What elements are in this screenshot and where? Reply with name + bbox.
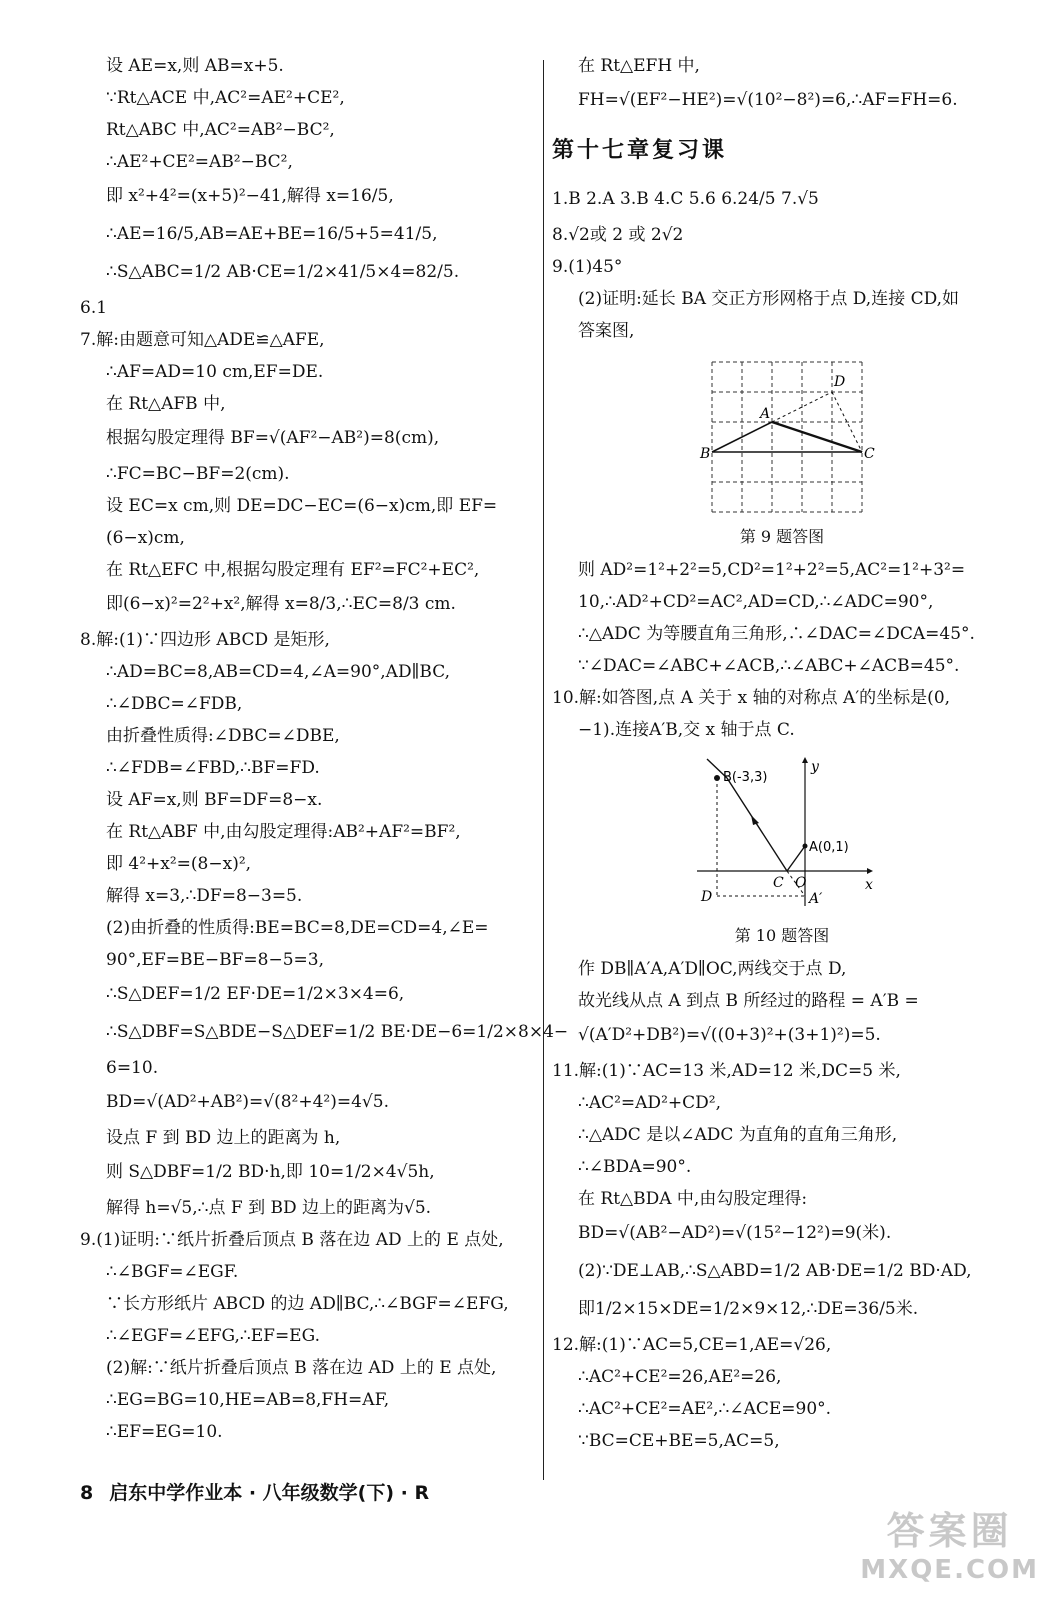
text-line: ∴∠FDB=∠FBD,∴BF=FD.: [106, 758, 320, 778]
figure-9-grid: [692, 352, 875, 512]
fig9-label-d: D: [834, 374, 846, 390]
chapter-title: 第十七章复习课: [552, 138, 728, 163]
text-line: (6−x)cm,: [106, 528, 185, 548]
text-line: ∴EG=BG=10,HE=AB=8,FH=AF,: [106, 1390, 390, 1410]
text-line: (2)∵DE⊥AB,∴S△ABD=1/2 AB·DE=1/2 BD·AD,: [578, 1261, 972, 1281]
text-line: 6.1: [80, 298, 108, 318]
text-line: 在 Rt△EFH 中,: [578, 56, 700, 76]
text-line: 7.解:由题意可知△ADE≌△AFE,: [80, 330, 325, 350]
fig9-label-a: A: [760, 406, 771, 422]
right-after-fig9-block: [552, 559, 1012, 741]
text-line: ∵长方形纸片 ABCD 的边 AD∥BC,∴∠BGF=∠EFG,: [106, 1294, 509, 1314]
text-line: ∴EF=EG=10.: [106, 1422, 223, 1442]
fig10-label-d: D: [701, 889, 713, 905]
text-line: ∴AC²+CE²=AE²,∴∠ACE=90°.: [578, 1399, 832, 1419]
text-line: 作 DB∥A′A,A′D∥OC,两线交于点 D,: [578, 959, 847, 979]
text-line: 1.B 2.A 3.B 4.C 5.6 6.24/5 7.√5: [552, 189, 819, 209]
fig10-label-x: x: [865, 877, 873, 893]
text-line: ∴S△DBF=S△BDE−S△DEF=1/2 BE·DE−6=1/2×8×4−: [106, 1022, 569, 1042]
text-line: ∴∠DBC=∠FDB,: [106, 694, 243, 714]
text-line: 在 Rt△ABF 中,由勾股定理得:AB²+AF²=BF²,: [106, 822, 461, 842]
figure-10-axes: [687, 751, 877, 911]
right-column: [552, 55, 1012, 1462]
figure-9-caption: 第 9 题答图: [739, 527, 825, 546]
text-line: √(A′D²+DB²)=√((0+3)²+(3+1)²)=5.: [578, 1025, 881, 1045]
fig10-label-a-prime: A′: [809, 891, 823, 907]
text-line: ∴AF=AD=10 cm,EF=DE.: [106, 362, 324, 382]
text-line: 答案图,: [578, 321, 635, 341]
fig9-label-c: C: [864, 446, 875, 462]
text-line: ∴∠BDA=90°.: [578, 1157, 692, 1177]
text-line: ∴FC=BC−BF=2(cm).: [106, 464, 290, 484]
text-line: 在 Rt△BDA 中,由勾股定理得:: [578, 1189, 808, 1209]
text-line: BD=√(AB²−AD²)=√(15²−12²)=9(米).: [578, 1223, 892, 1243]
text-line: 设 AE=x,则 AB=x+5.: [106, 56, 284, 76]
text-line: (2)由折叠的性质得:BE=BC=8,DE=CD=4,∠E=: [106, 918, 489, 938]
text-line: 解得 h=√5,∴点 F 到 BD 边上的距离为√5.: [106, 1198, 432, 1218]
page-number: 8: [80, 1482, 94, 1504]
right-after-fig10-block: [552, 958, 1012, 1452]
text-line: 8.√2或 2 或 2√2: [552, 225, 684, 245]
text-line: ∴AD=BC=8,AB=CD=4,∠A=90°,AD∥BC,: [106, 662, 451, 682]
text-line: ∴△ADC 是以∠ADC 为直角的直角三角形,: [578, 1125, 898, 1145]
text-line: 11.解:(1)∵AC=13 米,AD=12 米,DC=5 米,: [552, 1061, 901, 1081]
text-line: ∴∠BGF=∠EGF.: [106, 1262, 239, 1282]
text-line: ∴S△ABC=1/2 AB·CE=1/2×41/5×4=82/5.: [106, 262, 460, 282]
text-line: 故光线从点 A 到点 B 所经过的路程 = A′B =: [578, 991, 919, 1011]
text-line: Rt△ABC 中,AC²=AB²−BC²,: [106, 120, 335, 140]
text-line: 12.解:(1)∵AC=5,CE=1,AE=√26,: [552, 1335, 832, 1355]
fig10-label-o: O: [795, 875, 807, 891]
text-line: 10,∴AD²+CD²=AC²,AD=CD,∴∠ADC=90°,: [578, 592, 934, 612]
page-footer: [80, 1478, 429, 1505]
text-line: 9.(1)证明:∵纸片折叠后顶点 B 落在边 AD 上的 E 点处,: [80, 1230, 504, 1250]
right-top-block: [552, 55, 1012, 113]
figure-9: [552, 352, 1012, 516]
text-line: ∴∠EGF=∠EFG,∴EF=EG.: [106, 1326, 320, 1346]
text-line: 在 Rt△EFC 中,根据勾股定理有 EF²=FC²+EC²,: [106, 560, 480, 580]
fig9-label-b: B: [700, 446, 711, 462]
text-line: ∴AC²+CE²=26,AE²=26,: [578, 1367, 782, 1387]
text-line: ∵BC=CE+BE=5,AC=5,: [578, 1431, 780, 1451]
watermark-logo: [860, 1500, 1039, 1585]
text-line: BD=√(AD²+AB²)=√(8²+4²)=4√5.: [106, 1092, 389, 1112]
text-line: 即(6−x)²=2²+x²,解得 x=8/3,∴EC=8/3 cm.: [106, 594, 456, 614]
text-line: 根据勾股定理得 BF=√(AF²−AB²)=8(cm),: [106, 428, 440, 448]
text-line: FH=√(EF²−HE²)=√(10²−8²)=6,∴AF=FH=6.: [578, 90, 958, 110]
fig10-label-c: C: [773, 875, 784, 891]
text-line: ∴△ADC 为等腰直角三角形,∴∠DAC=∠DCA=45°.: [578, 624, 975, 644]
text-line: (2)证明:延长 BA 交正方形网格于点 D,连接 CD,如: [578, 289, 960, 309]
text-line: 即 4²+x²=(8−x)²,: [106, 854, 252, 874]
text-line: 即1/2×15×DE=1/2×9×12,∴DE=36/5米.: [578, 1299, 919, 1319]
text-line: 90°,EF=BE−BF=8−5=3,: [106, 950, 325, 970]
text-line: 设 EC=x cm,则 DE=DC−EC=(6−x)cm,即 EF=: [106, 496, 498, 516]
text-line: 设 AF=x,则 BF=DF=8−x.: [106, 790, 323, 810]
watermark-line2: MXQE.COM: [860, 1555, 1039, 1585]
text-line: 在 Rt△AFB 中,: [106, 394, 226, 414]
text-line: ∴AC²=AD²+CD²,: [578, 1093, 721, 1113]
text-line: 设点 F 到 BD 边上的距离为 h,: [106, 1128, 341, 1148]
text-line: 9.(1)45°: [552, 257, 623, 277]
text-line: 6=10.: [106, 1058, 159, 1078]
figure-10-caption: 第 10 题答图: [734, 926, 830, 945]
column-divider: [543, 60, 544, 1480]
text-line: ∴AE²+CE²=AB²−BC²,: [106, 152, 293, 172]
text-line: 即 x²+4²=(x+5)²−41,解得 x=16/5,: [106, 186, 394, 206]
fig10-label-a: A(0,1): [809, 840, 849, 855]
text-line: 则 S△DBF=1/2 BD·h,即 10=1/2×4√5h,: [106, 1162, 435, 1182]
left-column: [80, 55, 569, 1453]
text-line: 10.解:如答图,点 A 关于 x 轴的对称点 A′的坐标是(0,: [552, 688, 951, 708]
text-line: ∴S△DEF=1/2 EF·DE=1/2×3×4=6,: [106, 984, 405, 1004]
text-line: ∵∠DAC=∠ABC+∠ACB,∴∠ABC+∠ACB=45°.: [578, 656, 960, 676]
text-line: ∴AE=16/5,AB=AE+BE=16/5+5=41/5,: [106, 224, 438, 244]
figure-10: [552, 751, 1012, 915]
text-line: −1).连接A′B,交 x 轴于点 C.: [578, 720, 795, 740]
watermark-line1: 答案圈: [886, 1509, 1013, 1553]
text-line: ∵Rt△ACE 中,AC²=AE²+CE²,: [106, 88, 345, 108]
fig10-label-y: y: [811, 759, 819, 775]
text-line: (2)解:∵纸片折叠后顶点 B 落在边 AD 上的 E 点处,: [106, 1358, 497, 1378]
text-line: 解得 x=3,∴DF=8−3=5.: [106, 886, 303, 906]
text-line: 8.解:(1)∵四边形 ABCD 是矩形,: [80, 630, 330, 650]
right-mid-block: [552, 186, 1012, 342]
fig10-label-b: B(-3,3): [723, 770, 768, 785]
text-line: 由折叠性质得:∠DBC=∠DBE,: [106, 726, 340, 746]
text-line: 则 AD²=1²+2²=5,CD²=1²+2²=5,AC²=1²+3²=: [578, 560, 966, 580]
book-title: 启东中学作业本 · 八年级数学(下) · R: [109, 1482, 430, 1504]
